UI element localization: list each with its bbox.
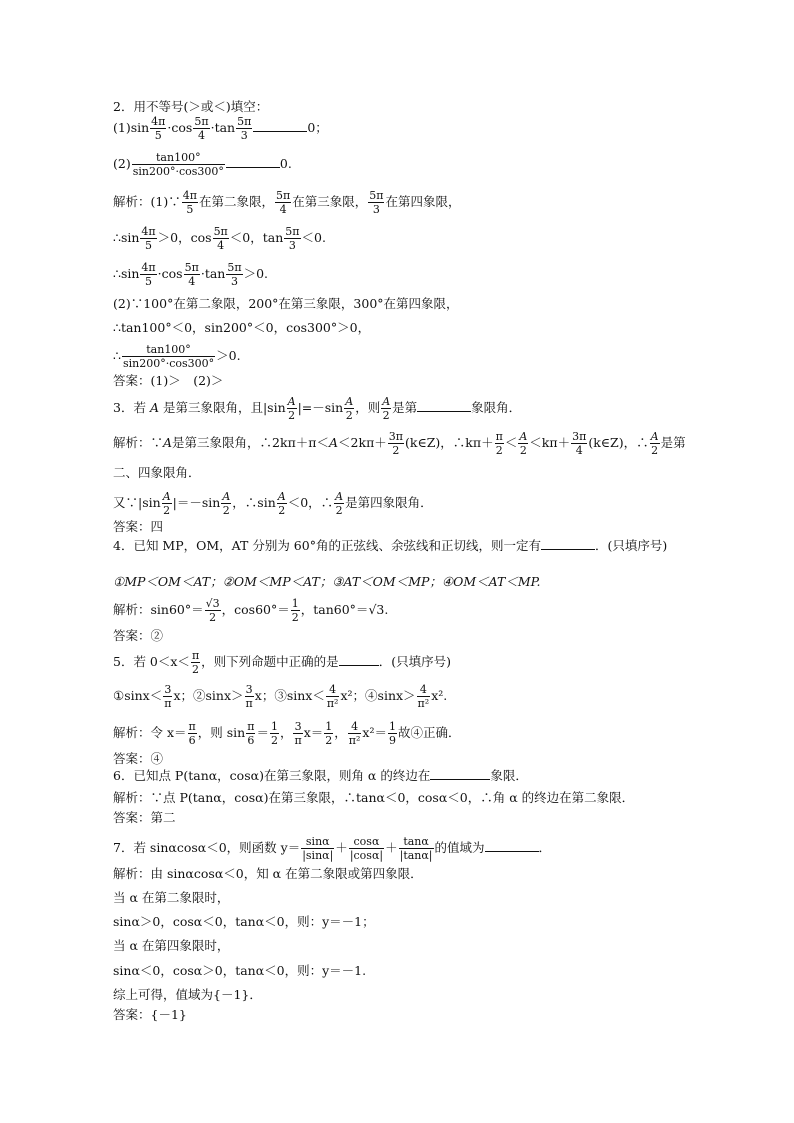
q2-answer: 答案：(1)＞ (2)＞: [113, 373, 224, 388]
q3-stem: 3．若 A 是第三象限角，且|sin $\frac{A}{2}$ |=－sin $\frac{A}{2}$ ，则 $\frac{A}{2}$ 是第 象限角．: [113, 395, 522, 422]
q6-stem: 6．已知点 P(tanα，cosα)在第三象限，则角 α 的终边在 象限．: [113, 768, 528, 783]
frac: $\frac{4\pi}{5}$: [151, 115, 166, 142]
q3-answer: 答案：四: [113, 519, 164, 534]
q2-sol-6: ∴ $\frac{\tan 100^\circ}{\sin 200^\circ\cdot\cos 300^\circ}$ ＞0.: [113, 343, 241, 370]
q2-sol-4: (2)∵100°在第二象限，200°在第三象限，300°在第四象限，: [113, 296, 459, 311]
q6-answer: 答案：第二: [113, 810, 176, 825]
q4-answer: 答案：②: [113, 628, 164, 643]
q3-sol-1: 解析：∵A是第三象限角，∴2kπ＋π＜A＜2kπ＋ $\frac{3\pi}{2}$ (k∈Z)，∴kπ＋ $\frac{\pi}{2}$ ＜ $\frac{A}{2}$ ＜kπ＋ $\frac{3\pi}{4}$ (k∈Z)，∴ $\frac{A}{2}$ 是第: [113, 430, 686, 457]
q3-sol-2: 二、四象限角．: [113, 465, 201, 480]
q7-sol-2: 当 α 在第二象限时，: [113, 890, 230, 905]
q7-sol-6: 综上可得，值域为{－1}．: [113, 987, 262, 1002]
frac: $\frac{5\pi}{3}$: [237, 115, 252, 142]
q7-sol-1: 解析：由 sinαcosα＜0，知 α 在第二象限或第四象限．: [113, 866, 423, 881]
q2-sol-3: ∴sin $\frac{4\pi}{5}$ ·cos $\frac{5\pi}{4}$ ·tan $\frac{5\pi}{3}$ ＞0.: [113, 261, 269, 288]
q7-answer: 答案：{－1}: [113, 1007, 187, 1022]
q2-sol-2: ∴sin $\frac{4\pi}{5}$ ＞0，cos $\frac{5\pi}{4}$ ＜0，tan $\frac{5\pi}{3}$ ＜0.: [113, 225, 326, 252]
frac: $\frac{\tan 100^\circ}{\sin 200^\circ\cdot\cos 300^\circ}$: [132, 151, 224, 178]
q2-sol-1: 解析：(1)∵ $\frac{4\pi}{5}$ 在第二象限， $\frac{5\pi}{4}$ 在第三象限， $\frac{5\pi}{3}$ 在第四象限，: [113, 189, 461, 216]
q5-sol: 解析：令 x＝ $\frac{\pi}{6}$ ，则 sin $\frac{\pi}{6}$ ＝ $\frac{1}{2}$ ， $\frac{3}{\pi}$ x＝ $\frac{1}{2}$ ， $\frac{4}{\text{π²}}$ x²＝ $\frac{1}{9}$ 故④正确．: [113, 720, 461, 747]
q2-part2: (2) $\frac{\tan 100^\circ}{\sin 200^\circ\cdot\cos 300^\circ}$ 0.: [113, 151, 292, 178]
q7-sol-4: 当 α 在第四象限时，: [113, 938, 230, 953]
q4-sol: 解析：sin60°＝ $\frac{√3}{2}$ ，cos60°＝ $\frac{1}{2}$ ，tan60°＝√3.: [113, 597, 389, 624]
q6-sol: 解析：∵点 P(tanα，cosα)在第三象限，∴tanα＜0，cosα＜0，∴角 α 的终边在第二象限．: [113, 790, 635, 805]
q5-stem: 5．若 0＜x＜ $\frac{\pi}{2}$ ，则下列命题中正确的是 ．(只填序号): [113, 649, 451, 676]
answer-blank[interactable]: [541, 537, 595, 550]
q4-options: ①MP＜OM＜AT；②OM＜MP＜AT；③AT＜OM＜MP；④OM＜AT＜MP.: [113, 574, 541, 589]
answer-blank[interactable]: [417, 399, 471, 412]
q5-options: ①sinx＜ $\frac{3}{\pi}$ x；②sinx＞ $\frac{3}{\pi}$ x；③sinx＜ $\frac{4}{\text{π²}}$ x²；④sinx＞ $\frac{4}{\text{π²}}$ x².: [113, 683, 448, 710]
answer-blank[interactable]: [339, 653, 379, 666]
q7-sol-5: sinα＜0，cosα＞0，tanα＜0，则：y＝－1.: [113, 963, 367, 978]
answer-blank[interactable]: [430, 767, 490, 780]
q7-stem: 7．若 sinαcosα＜0，则函数 y＝ $\frac{\sin\alpha}{|\sin\alpha|}$ ＋ $\frac{\cos\alpha}{|\cos\alpha|}$ ＋ $\frac{\tan\alpha}{|\tan\alpha|}$ 的值域为 ．: [113, 835, 552, 862]
q2-sol-5: ∴tan100°＜0，sin200°＜0，cos300°＞0，: [113, 320, 371, 335]
answer-blank[interactable]: [226, 155, 280, 168]
q4-stem: 4．已知 MP，OM，AT 分别为 60°角的正弦线、余弦线和正切线，则一定有 ．(只填序号): [113, 538, 668, 553]
frac: $\frac{5\pi}{4}$: [194, 115, 209, 142]
q2-part1: (1)sin $\frac{4\pi}{5}$ ·cos $\frac{5\pi}{4}$ ·tan $\frac{5\pi}{3}$ 0；: [113, 115, 328, 142]
q5-answer: 答案：④: [113, 751, 164, 766]
q7-sol-3: sinα＞0，cosα＜0，tanα＜0，则：y＝－1；: [113, 914, 375, 929]
answer-blank[interactable]: [485, 839, 539, 852]
answer-blank[interactable]: [253, 119, 307, 132]
q2-title: 2．用不等号(＞或＜)填空：: [113, 99, 269, 114]
q3-sol-3: 又∵|sin $\frac{A}{2}$ |＝－sin $\frac{A}{2}$ ，∴sin $\frac{A}{2}$ ＜0，∴ $\frac{A}{2}$ 是第四象限角．: [113, 490, 433, 517]
